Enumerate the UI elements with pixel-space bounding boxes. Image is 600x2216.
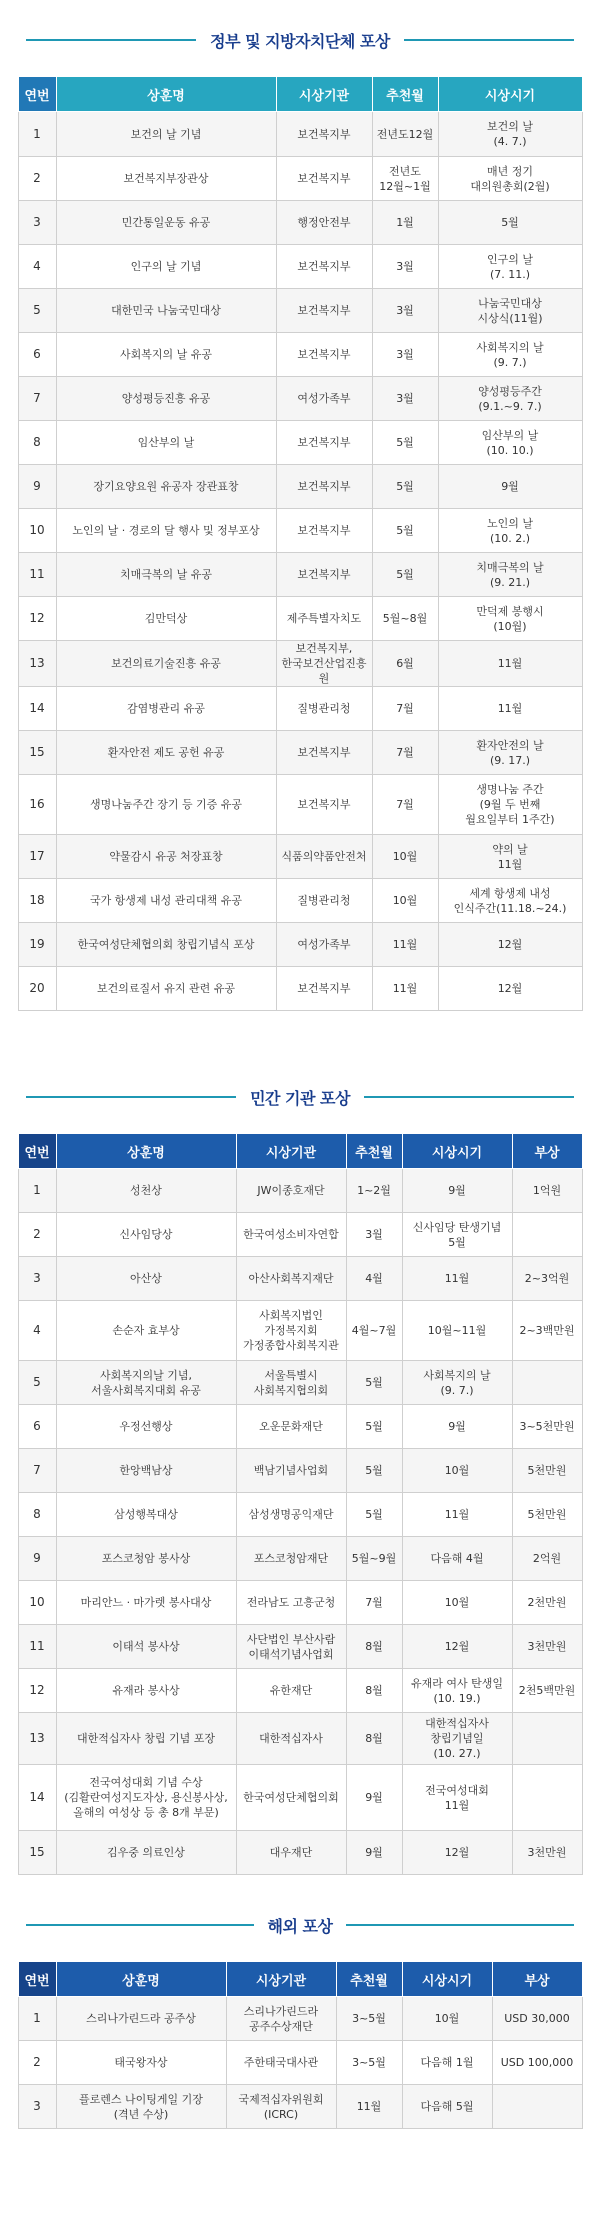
table-row (18, 775, 582, 835)
column-header-row-number: 연번 (18, 1962, 56, 1997)
cell-award-date: 11월 (438, 687, 582, 731)
column-header-row-number: 연번 (18, 1134, 56, 1169)
cell-award-name: 노인의 날 · 경로의 달 행사 및 정부포상 (56, 509, 276, 553)
cell-row-number: 2 (18, 157, 56, 201)
cell-awarding-org: 유한재단 (236, 1669, 346, 1713)
cell-recommend-month: 5월 (372, 509, 438, 553)
table-row (18, 245, 582, 289)
cell-row-number: 14 (18, 687, 56, 731)
cell-awarding-org: 한국여성단체협의회 (236, 1765, 346, 1831)
cell-award-name: 생명나눔주간 장기 등 기증 유공 (56, 775, 276, 835)
table-row (18, 333, 582, 377)
cell-award-name: 보건의료질서 유지 관련 유공 (56, 967, 276, 1011)
cell-award-date: 신사임당 탄생기념 5월 (402, 1213, 512, 1257)
cell-award-name: 장기요양요원 유공자 장관표창 (56, 465, 276, 509)
cell-award-date: 10월 (402, 1449, 512, 1493)
cell-recommend-month: 5월 (346, 1405, 402, 1449)
cell-row-number: 4 (18, 245, 56, 289)
cell-prize (512, 1361, 582, 1405)
cell-row-number: 10 (18, 1581, 56, 1625)
cell-award-date: 5월 (438, 201, 582, 245)
cell-award-date: 다음해 5월 (402, 2085, 492, 2129)
cell-recommend-month: 5월 (372, 553, 438, 597)
cell-recommend-month: 6월 (372, 641, 438, 687)
cell-award-name: 환자안전 제도 공헌 유공 (56, 731, 276, 775)
cell-award-name: 보건의료기술진흥 유공 (56, 641, 276, 687)
cell-awarding-org: 삼성생명공익재단 (236, 1493, 346, 1537)
cell-award-name: 대한적십자사 창립 기념 포장 (56, 1713, 236, 1765)
cell-award-name: 김우중 의료인상 (56, 1831, 236, 1875)
table-row (18, 2041, 582, 2085)
cell-awarding-org: 여성가족부 (276, 377, 372, 421)
cell-award-name: 한국여성단체협의회 창립기념식 포상 (56, 923, 276, 967)
cell-awarding-org: 보건복지부 (276, 333, 372, 377)
cell-award-name: 손순자 효부상 (56, 1301, 236, 1361)
cell-award-date: 임산부의 날 (10. 10.) (438, 421, 582, 465)
cell-recommend-month: 4월~7월 (346, 1301, 402, 1361)
cell-awarding-org: 보건복지부 (276, 731, 372, 775)
cell-award-date: 9월 (438, 465, 582, 509)
cell-row-number: 3 (18, 201, 56, 245)
cell-recommend-month: 전년도 12월~1월 (372, 157, 438, 201)
cell-awarding-org: 주한태국대사관 (226, 2041, 336, 2085)
table-row (18, 923, 582, 967)
cell-awarding-org: 보건복지부 (276, 289, 372, 333)
table-header-row (18, 1134, 582, 1169)
cell-award-name: 인구의 날 기념 (56, 245, 276, 289)
column-header-recommend-month: 추천월 (372, 77, 438, 112)
cell-recommend-month: 5월~8월 (372, 597, 438, 641)
cell-award-name: 유재라 봉사상 (56, 1669, 236, 1713)
cell-award-date: 나눔국민대상 시상식(11월) (438, 289, 582, 333)
cell-award-date: 11월 (402, 1257, 512, 1301)
cell-row-number: 2 (18, 2041, 56, 2085)
cell-awarding-org: 보건복지부 (276, 553, 372, 597)
cell-award-name: 보건의 날 기념 (56, 112, 276, 157)
cell-row-number: 8 (18, 421, 56, 465)
cell-row-number: 12 (18, 597, 56, 641)
cell-recommend-month: 5월 (346, 1449, 402, 1493)
table-row (18, 201, 582, 245)
cell-row-number: 5 (18, 1361, 56, 1405)
cell-award-name: 감염병관리 유공 (56, 687, 276, 731)
table-header-row (18, 1962, 582, 1997)
table-row (18, 1257, 582, 1301)
cell-award-name: 우정선행상 (56, 1405, 236, 1449)
cell-awarding-org: 보건복지부 (276, 157, 372, 201)
cell-awarding-org: JW이종호재단 (236, 1169, 346, 1213)
private-section (0, 1077, 600, 1875)
cell-row-number: 7 (18, 377, 56, 421)
cell-award-date: 11월 (438, 641, 582, 687)
cell-prize (512, 1765, 582, 1831)
table-row (18, 157, 582, 201)
cell-prize: 5천만원 (512, 1449, 582, 1493)
cell-award-name: 신사임당상 (56, 1213, 236, 1257)
private-section-title: 민간 기관 포상 (250, 1088, 350, 1108)
cell-awarding-org: 여성가족부 (276, 923, 372, 967)
cell-award-date: 12월 (402, 1625, 512, 1669)
table-row (18, 1213, 582, 1257)
cell-row-number: 18 (18, 879, 56, 923)
column-header-award-date: 시상시기 (402, 1962, 492, 1997)
cell-recommend-month: 5월 (372, 421, 438, 465)
cell-prize: USD 100,000 (492, 2041, 582, 2085)
divider-line (26, 1096, 236, 1098)
cell-recommend-month: 11월 (372, 967, 438, 1011)
cell-row-number: 11 (18, 553, 56, 597)
divider-line (404, 39, 574, 41)
cell-award-name: 약물감시 유공 처장표창 (56, 835, 276, 879)
cell-row-number: 3 (18, 1257, 56, 1301)
cell-recommend-month: 10월 (372, 879, 438, 923)
cell-recommend-month: 8월 (346, 1713, 402, 1765)
cell-row-number: 10 (18, 509, 56, 553)
cell-prize: 2억원 (512, 1537, 582, 1581)
cell-row-number: 20 (18, 967, 56, 1011)
cell-award-date: 만덕제 봉행시 (10월) (438, 597, 582, 641)
overseas-section-title: 해외 포상 (267, 1916, 333, 1936)
cell-recommend-month: 11월 (372, 923, 438, 967)
private-section-header (0, 1077, 600, 1117)
cell-awarding-org: 한국여성소비자연합 (236, 1213, 346, 1257)
cell-award-date: 다음해 4월 (402, 1537, 512, 1581)
column-header-awarding-org: 시상기관 (236, 1134, 346, 1169)
cell-awarding-org: 제주특별자치도 (276, 597, 372, 641)
cell-recommend-month: 9월 (346, 1831, 402, 1875)
cell-award-name: 전국여성대회 기념 수상 (김활란여성지도자상, 용신봉사상, 올해의 여성상 등 총 8개 부문) (56, 1765, 236, 1831)
overseas-section-header (0, 1905, 600, 1945)
table-row (18, 967, 582, 1011)
gov-section-title: 정부 및 지방자치단체 포상 (210, 31, 390, 51)
cell-award-date: 전국여성대회 11월 (402, 1765, 512, 1831)
table-row (18, 1997, 582, 2041)
cell-row-number: 14 (18, 1765, 56, 1831)
cell-recommend-month: 3월 (372, 245, 438, 289)
table-row (18, 465, 582, 509)
cell-award-date: 사회복지의 날 (9. 7.) (438, 333, 582, 377)
cell-recommend-month: 7월 (346, 1581, 402, 1625)
cell-row-number: 1 (18, 1169, 56, 1213)
cell-award-date: 노인의 날 (10. 2.) (438, 509, 582, 553)
cell-award-name: 임산부의 날 (56, 421, 276, 465)
gov-awards-table (18, 76, 583, 1011)
cell-prize: 2천만원 (512, 1581, 582, 1625)
cell-recommend-month: 1~2월 (346, 1169, 402, 1213)
gov-section-header (0, 20, 600, 60)
cell-award-date: 12월 (438, 967, 582, 1011)
column-header-recommend-month: 추천월 (346, 1134, 402, 1169)
cell-award-name: 김만덕상 (56, 597, 276, 641)
cell-recommend-month: 9월 (346, 1765, 402, 1831)
cell-award-date: 12월 (438, 923, 582, 967)
table-row (18, 597, 582, 641)
column-header-award-date: 시상시기 (402, 1134, 512, 1169)
divider-line (26, 39, 196, 41)
cell-prize: 1억원 (512, 1169, 582, 1213)
cell-prize: USD 30,000 (492, 1997, 582, 2041)
cell-award-date: 9월 (402, 1169, 512, 1213)
cell-award-date: 10월~11월 (402, 1301, 512, 1361)
cell-prize (512, 1713, 582, 1765)
cell-row-number: 15 (18, 1831, 56, 1875)
cell-row-number: 11 (18, 1625, 56, 1669)
cell-award-name: 보건복지부장관상 (56, 157, 276, 201)
cell-prize: 3~5천만원 (512, 1405, 582, 1449)
table-row (18, 289, 582, 333)
cell-awarding-org: 스리나가린드라 공주수상재단 (226, 1997, 336, 2041)
table-row (18, 1537, 582, 1581)
column-header-awarding-org: 시상기관 (226, 1962, 336, 1997)
column-header-award-date: 시상시기 (438, 77, 582, 112)
cell-row-number: 6 (18, 1405, 56, 1449)
table-row (18, 421, 582, 465)
cell-award-date: 유재라 여사 탄생일 (10. 19.) (402, 1669, 512, 1713)
gov-section (0, 0, 600, 1011)
cell-award-date: 인구의 날 (7. 11.) (438, 245, 582, 289)
cell-recommend-month: 3월 (372, 289, 438, 333)
cell-awarding-org: 식품의약품안전처 (276, 835, 372, 879)
table-row (18, 1669, 582, 1713)
cell-awarding-org: 보건복지부 (276, 245, 372, 289)
cell-awarding-org: 보건복지부, 한국보건산업진흥원 (276, 641, 372, 687)
cell-recommend-month: 11월 (336, 2085, 402, 2129)
cell-awarding-org: 대우재단 (236, 1831, 346, 1875)
cell-row-number: 3 (18, 2085, 56, 2129)
cell-row-number: 5 (18, 289, 56, 333)
cell-recommend-month: 5월 (346, 1493, 402, 1537)
cell-award-name: 이태석 봉사상 (56, 1625, 236, 1669)
table-row (18, 1301, 582, 1361)
cell-award-date: 10월 (402, 1581, 512, 1625)
column-header-row-number: 연번 (18, 77, 56, 112)
cell-award-date: 세계 항생제 내성 인식주간(11.18.~24.) (438, 879, 582, 923)
cell-recommend-month: 3~5월 (336, 1997, 402, 2041)
cell-recommend-month: 5월 (346, 1361, 402, 1405)
table-header-row (18, 77, 582, 112)
cell-prize: 5천만원 (512, 1493, 582, 1537)
cell-awarding-org: 질병관리청 (276, 879, 372, 923)
cell-row-number: 7 (18, 1449, 56, 1493)
cell-row-number: 13 (18, 641, 56, 687)
cell-recommend-month: 3월 (372, 333, 438, 377)
cell-award-name: 삼성행복대상 (56, 1493, 236, 1537)
table-row (18, 835, 582, 879)
table-row (18, 2085, 582, 2129)
cell-award-name: 대한민국 나눔국민대상 (56, 289, 276, 333)
table-row (18, 1713, 582, 1765)
cell-prize: 2~3억원 (512, 1257, 582, 1301)
cell-award-date: 약의 날 11월 (438, 835, 582, 879)
cell-awarding-org: 행정안전부 (276, 201, 372, 245)
cell-recommend-month: 전년도12월 (372, 112, 438, 157)
cell-awarding-org: 전라남도 고흥군청 (236, 1581, 346, 1625)
cell-prize (492, 2085, 582, 2129)
column-header-prize: 부상 (492, 1962, 582, 1997)
table-row (18, 879, 582, 923)
cell-row-number: 1 (18, 112, 56, 157)
cell-awarding-org: 보건복지부 (276, 775, 372, 835)
cell-row-number: 16 (18, 775, 56, 835)
cell-awarding-org: 서울특별시 사회복지협의회 (236, 1361, 346, 1405)
cell-row-number: 13 (18, 1713, 56, 1765)
cell-awarding-org: 국제적십자위원회 (ICRC) (226, 2085, 336, 2129)
table-row (18, 112, 582, 157)
cell-row-number: 4 (18, 1301, 56, 1361)
cell-row-number: 1 (18, 1997, 56, 2041)
cell-awarding-org: 포스코청암재단 (236, 1537, 346, 1581)
cell-awarding-org: 백남기념사업회 (236, 1449, 346, 1493)
cell-award-date: 보건의 날 (4. 7.) (438, 112, 582, 157)
column-header-award-name: 상훈명 (56, 1962, 226, 1997)
cell-row-number: 17 (18, 835, 56, 879)
cell-awarding-org: 보건복지부 (276, 465, 372, 509)
cell-recommend-month: 5월 (372, 465, 438, 509)
table-row (18, 1765, 582, 1831)
cell-recommend-month: 3월 (346, 1213, 402, 1257)
cell-award-name: 사회복지의 날 유공 (56, 333, 276, 377)
cell-recommend-month: 7월 (372, 731, 438, 775)
column-header-awarding-org: 시상기관 (276, 77, 372, 112)
table-row (18, 641, 582, 687)
table-row (18, 377, 582, 421)
cell-award-date: 다음해 1월 (402, 2041, 492, 2085)
divider-line (26, 1924, 254, 1926)
cell-award-name: 치매극복의 날 유공 (56, 553, 276, 597)
cell-award-name: 민간통일운동 유공 (56, 201, 276, 245)
cell-awarding-org: 아산사회복지재단 (236, 1257, 346, 1301)
cell-award-name: 양성평등진흥 유공 (56, 377, 276, 421)
cell-prize: 2천5백만원 (512, 1669, 582, 1713)
cell-awarding-org: 사단법인 부산사람 이태석기념사업회 (236, 1625, 346, 1669)
cell-award-name: 국가 항생제 내성 관리대책 유공 (56, 879, 276, 923)
cell-award-name: 한앙백남상 (56, 1449, 236, 1493)
cell-award-date: 9월 (402, 1405, 512, 1449)
cell-recommend-month: 5월~9월 (346, 1537, 402, 1581)
table-row (18, 1581, 582, 1625)
cell-award-date: 11월 (402, 1493, 512, 1537)
cell-awarding-org: 질병관리청 (276, 687, 372, 731)
cell-award-date: 사회복지의 날 (9. 7.) (402, 1361, 512, 1405)
cell-award-name: 플로렌스 나이팅게일 기장 (격년 수상) (56, 2085, 226, 2129)
cell-prize: 3천만원 (512, 1831, 582, 1875)
cell-recommend-month: 3월 (372, 377, 438, 421)
cell-recommend-month: 7월 (372, 775, 438, 835)
table-row (18, 1625, 582, 1669)
cell-awarding-org: 보건복지부 (276, 112, 372, 157)
cell-row-number: 9 (18, 465, 56, 509)
overseas-section (0, 1905, 600, 2129)
cell-awarding-org: 대한적십자사 (236, 1713, 346, 1765)
cell-awarding-org: 오운문화재단 (236, 1405, 346, 1449)
cell-recommend-month: 1월 (372, 201, 438, 245)
cell-row-number: 6 (18, 333, 56, 377)
cell-award-date: 10월 (402, 1997, 492, 2041)
column-header-recommend-month: 추천월 (336, 1962, 402, 1997)
cell-prize: 2~3백만원 (512, 1301, 582, 1361)
overseas-awards-table (18, 1961, 583, 2129)
table-row (18, 1361, 582, 1405)
cell-row-number: 12 (18, 1669, 56, 1713)
cell-award-name: 스리나가린드라 공주상 (56, 1997, 226, 2041)
cell-row-number: 15 (18, 731, 56, 775)
private-awards-table (18, 1133, 583, 1875)
cell-award-date: 환자안전의 날 (9. 17.) (438, 731, 582, 775)
cell-row-number: 19 (18, 923, 56, 967)
cell-award-name: 태국왕자상 (56, 2041, 226, 2085)
cell-award-name: 사회복지의날 기념, 서울사회복지대회 유공 (56, 1361, 236, 1405)
table-row (18, 731, 582, 775)
table-row (18, 553, 582, 597)
cell-recommend-month: 3~5월 (336, 2041, 402, 2085)
cell-award-date: 양성평등주간 (9.1.~9. 7.) (438, 377, 582, 421)
cell-recommend-month: 10월 (372, 835, 438, 879)
cell-recommend-month: 8월 (346, 1669, 402, 1713)
table-row (18, 1169, 582, 1213)
cell-award-name: 포스코청암 봉사상 (56, 1537, 236, 1581)
table-row (18, 1831, 582, 1875)
cell-award-date: 대한적십자사 창립기념일 (10. 27.) (402, 1713, 512, 1765)
divider-line (364, 1096, 574, 1098)
cell-award-date: 생명나눔 주간 (9월 두 번째 월요일부터 1주간) (438, 775, 582, 835)
cell-recommend-month: 8월 (346, 1625, 402, 1669)
cell-recommend-month: 7월 (372, 687, 438, 731)
table-row (18, 1405, 582, 1449)
column-header-award-name: 상훈명 (56, 1134, 236, 1169)
cell-award-name: 성천상 (56, 1169, 236, 1213)
table-row (18, 1493, 582, 1537)
table-row (18, 509, 582, 553)
divider-line (346, 1924, 574, 1926)
column-header-award-name: 상훈명 (56, 77, 276, 112)
table-row (18, 1449, 582, 1493)
cell-award-name: 마리안느 · 마가렛 봉사대상 (56, 1581, 236, 1625)
cell-award-date: 매년 정기 대의원총회(2월) (438, 157, 582, 201)
cell-awarding-org: 사회복지법인 가정복지회 가정종합사회복지관 (236, 1301, 346, 1361)
cell-award-date: 12월 (402, 1831, 512, 1875)
table-row (18, 687, 582, 731)
cell-recommend-month: 4월 (346, 1257, 402, 1301)
cell-award-date: 치매극복의 날 (9. 21.) (438, 553, 582, 597)
cell-award-name: 아산상 (56, 1257, 236, 1301)
cell-awarding-org: 보건복지부 (276, 421, 372, 465)
cell-row-number: 8 (18, 1493, 56, 1537)
column-header-prize: 부상 (512, 1134, 582, 1169)
cell-awarding-org: 보건복지부 (276, 509, 372, 553)
cell-prize: 3천만원 (512, 1625, 582, 1669)
cell-row-number: 9 (18, 1537, 56, 1581)
cell-row-number: 2 (18, 1213, 56, 1257)
cell-awarding-org: 보건복지부 (276, 967, 372, 1011)
cell-prize (512, 1213, 582, 1257)
